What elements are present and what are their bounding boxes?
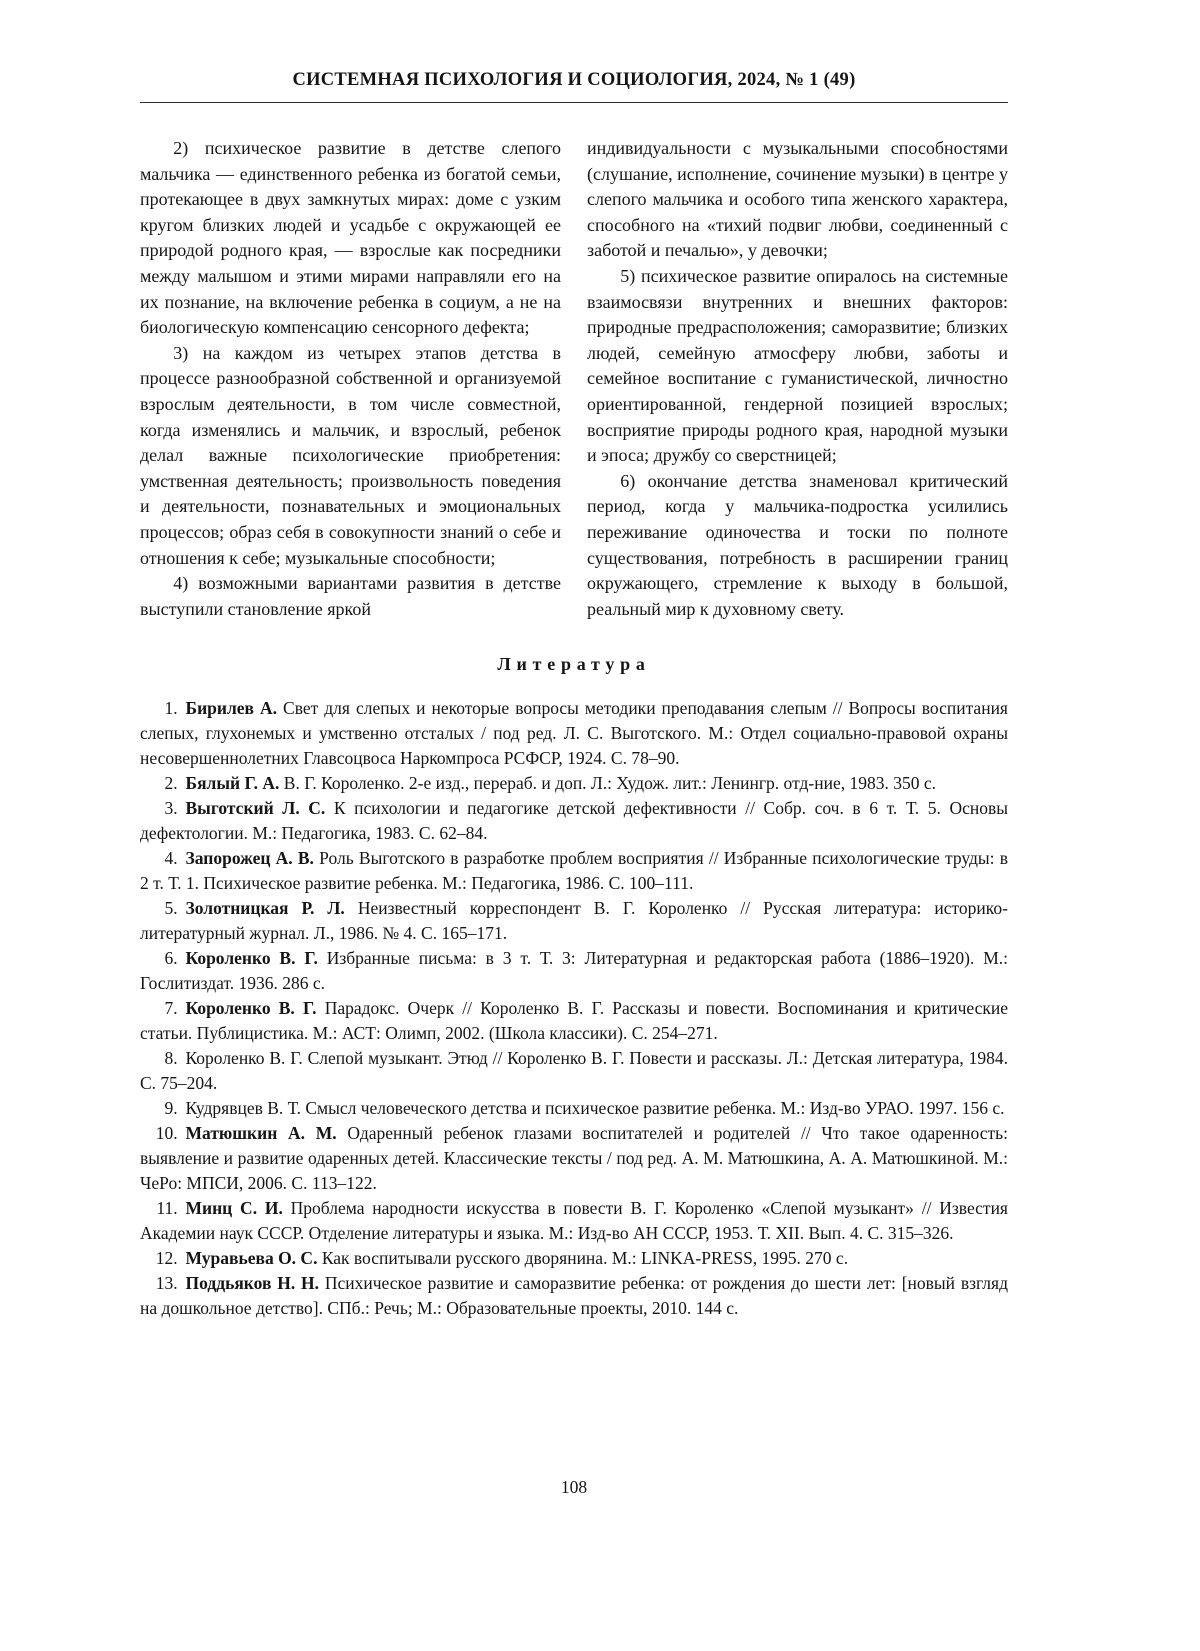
reference-author: Минц С. И. [185,1198,291,1219]
reference-number: 6. [164,948,178,969]
reference-item: 3. Выготский Л. С. К психологии и педагогике детской дефективности // Собр. соч. в 6 т. Т. 5. Основы дефектологии. М.: Педагогика, 1983. С. 62–84. [140,798,1009,844]
content-area [140,0,1008,1321]
reference-number: 8. [164,1048,178,1069]
reference-author: Золотницкая Р. Л. [185,898,358,919]
right-column [587,136,1008,622]
page-number: 108 [560,1477,588,1497]
reference-author: Поддьяков Н. Н. [185,1273,325,1294]
header-rule [140,102,1008,103]
body-paragraph: 6) окончание детства знаменовал критический период, когда у мальчика-подростка усилились переживание одиночества и тоски по полноте существования, потребность в расширении границ окружающего, стремление к выходу в большой, реальный мир к духовному свету. [587,470,1008,619]
reference-number: 10. [155,1123,178,1144]
references-list [140,696,1008,1321]
body-paragraph: 5) психическое развитие опиралось на системные взаимосвязи внутренних и внешних факторов: природные предрасположения; саморазвитие; близких людей, семейную атмосферу любви, заботы и семейное воспитание с гуманистической, личностно ориентированной, гендерной позицией взрослых; восприятие природы родного края, народной музыки и эпоса; дружбу со сверстницей; [587,265,1008,466]
reference-number: 13. [155,1273,178,1294]
reference-author: Выготский Л. С. [185,798,334,819]
reference-number: 3. [164,798,178,819]
reference-item: 9. Кудрявцев В. Т. Смысл человеческого детства и психическое развитие ребенка. М.: Изд-во УРАО. 1997. 156 с. [140,1096,1008,1121]
reference-number: 5. [164,898,178,919]
reference-number: 11. [156,1198,178,1219]
reference-number: 4. [164,848,178,869]
body-paragraph: 4) возможными вариантами развития в детстве выступили становление яркой [140,573,561,619]
article-body [140,136,1008,622]
journal-header: СИСТЕМНАЯ ПСИХОЛОГИЯ И СОЦИОЛОГИЯ, 2024, № 1 (49) [292,70,856,90]
reference-item: 8. Короленко В. Г. Слепой музыкант. Этюд // Короленко В. Г. Повести и рассказы. Л.: Детская литература, 1984. С. 75–204. [140,1048,1008,1094]
reference-item: 1. Бирилев А. Свет для слепых и некоторые вопросы методики преподавания слепым // Вопросы воспитания слепых, глухонемых и умственно отсталых / под ред. Л. С. Выготского. М.: Отдел социально-правовой охраны несовершеннолетних Главсоцвоса Наркомпроса РСФСР, 1924. С. 78–90. [140,698,1008,769]
reference-number: 12. [155,1248,178,1269]
reference-author: Короленко В. Г. [185,998,325,1019]
body-paragraph: 2) психическое развитие в детстве слепого мальчика — единственного ребенка из богатой семьи, протекающее в двух замкнутых мирах: доме с узким кругом близких людей и усадьбе с окружающей ее природой родного края, — взрослые как посредники между малышом и этими мирами направляли его на их познание, на включение ребенка в социум, а не на биологическую компенсацию сенсорного дефекта; [140,138,561,338]
reference-item: 12. Муравьева О. С. Как воспитывали русского дворянина. М.: LINKA-PRESS, 1995. 270 с. [140,1246,1008,1271]
page-header [140,70,1008,103]
reference-item: 6. Короленко В. Г. Избранные письма: в 3 т. Т. 3: Литературная и редакторская работа (1886–1920). М.: Гослитиздат. 1936. 286 с. [140,948,1008,994]
reference-author: Бялый Г. А. [185,773,284,794]
reference-item: 7. Короленко В. Г. Парадокс. Очерк // Короленко В. Г. Рассказы и повести. Воспоминания и критические статьи. Публицистика. М.: АСТ: Олимп, 2002. (Школа классики). С. 254–271. [140,998,1008,1044]
reference-author: Бирилев А. [185,698,284,719]
reference-number: 7. [164,998,178,1019]
reference-item: 13. Поддьяков Н. Н. Психическое развитие и саморазвитие ребенка: от рождения до шести лет: [новый взгляд на дошкольное детство]. СПб.: Речь; М.: Образовательные проекты, 2010. 144 с. [140,1273,1008,1319]
body-paragraph: 3) на каждом из четырех этапов детства в процессе разнообразной собственной и организуемой взрослым деятельности, в том числе совместной, когда изменялись и мальчик, и взрослый, ребенок делал важные психологические приобретения: умственная деятельность; произвольность поведения и деятельности, познавательных и эмоциональных процессов; образ себя в совокупности знаний о себе и отношения к себе; музыкальные способности; [140,342,561,568]
reference-item: 5. Золотницкая Р. Л. Неизвестный корреспондент В. Г. Короленко // Русская литература: историко-литературный журнал. Л., 1986. № 4. С. 165–171. [140,898,1008,944]
reference-item: 4. Запорожец А. В. Роль Выготского в разработке проблем восприятия // Избранные психологические труды: в 2 т. Т. 1. Психическое развитие ребенка. М.: Педагогика, 1986. С. 100–111. [140,848,1008,894]
literature-heading: Литература [497,654,651,675]
reference-author: Запорожец А. В. [185,848,320,869]
reference-author: Матюшкин А. М. [185,1123,348,1144]
reference-number: 1. [164,698,178,719]
left-column [140,136,561,622]
reference-number: 9. [164,1098,178,1119]
reference-author: Муравьева О. С. [185,1248,322,1269]
reference-item: 2. Бялый Г. А. В. Г. Короленко. 2-е изд., перераб. и доп. Л.: Худож. лит.: Ленингр. отд-ние, 1983. 350 с. [140,771,1008,796]
body-paragraph: индивидуальности с музыкальными способностями (слушание, исполнение, сочинение музыки) в центре у слепого мальчика и особого типа женского характера, способного на «тихий подвиг любви, соединенный с заботой и печалью», у девочки; [587,138,1008,261]
reference-item: 11. Минц С. И. Проблема народности искусства в повести В. Г. Короленко «Слепой музыкант» // Известия Академии наук СССР. Отделение литературы и языка. М.: Изд-во АН СССР, 1953. Т. XII. Вып. 4. С. 315–326. [140,1198,1008,1244]
reference-item: 10. Матюшкин А. М. Одаренный ребенок глазами воспитателей и родителей // Что такое одаренность: выявление и развитие одаренных детей. Классические тексты / под ред. А. М. Матюшкина, А. А. Матюшкиной. М.: ЧеРо: МПСИ, 2006. С. 113–122. [140,1123,1008,1194]
reference-number: 2. [164,773,178,794]
reference-author: Короленко В. Г. [185,948,327,969]
